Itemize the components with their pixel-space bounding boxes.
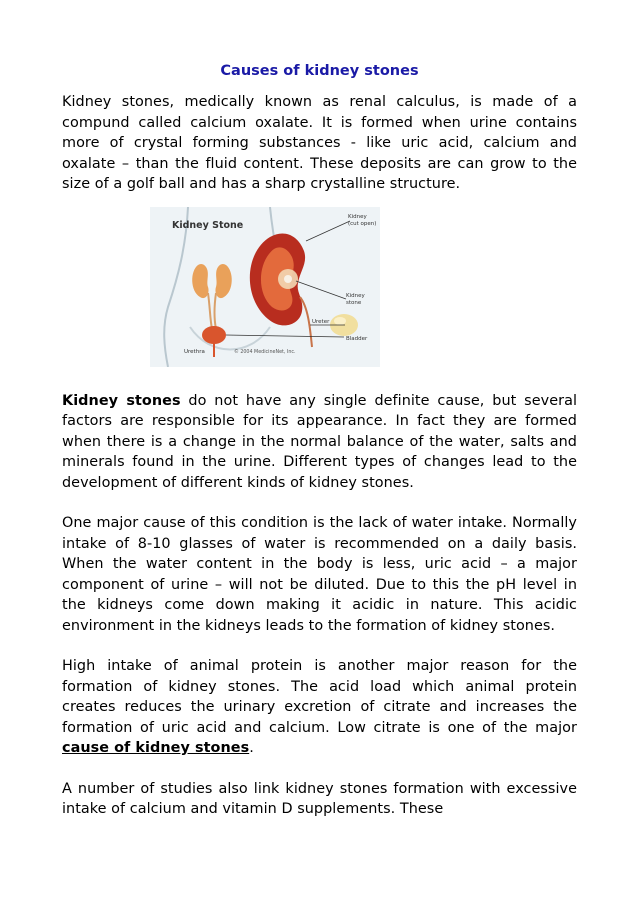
document-page — [62, 60, 577, 820]
figure-title: Kidney Stone — [172, 219, 244, 231]
figure-label-kidney-stone-2: stone — [346, 299, 362, 306]
paragraph-causes-text: do not have any single definite cause, but several factors are responsible for its appearance. In fact they are formed when there is a change in the normal balance of the water, salts and minerals found in the urine. Different types of changes lead to the development of different kinds of kidney stones. — [62, 392, 577, 491]
paragraph-animal-protein — [62, 656, 577, 759]
paragraph-causes-lead: Kidney stones — [62, 392, 181, 409]
paragraph-animal-protein-text: High intake of animal protein is another major reason for the formation of kidney stones. The acid load which animal protein creates reduces the urinary excretion of citrate and increases the formation of uric acid and calcium. Low citrate is one of the major — [62, 658, 577, 736]
kidney-stone-illustration — [150, 207, 380, 367]
paragraph-causes — [62, 391, 577, 494]
page-title: Causes of kidney stones — [220, 63, 419, 79]
paragraph-animal-protein-end: . — [249, 740, 254, 756]
figure-label-ureter: Ureter — [312, 318, 330, 325]
figure-label-cut-open: (cut open) — [348, 220, 377, 227]
paragraph-intro: Kidney stones, medically known as renal calculus, is made of a compund called calcium oxalate. It is formed when urine contains more of crystal forming substances - like uric acid, calcium and oxalate – than the fluid content. These deposits are can grow to the size of a golf ball and has a sharp crystalline structure. — [62, 94, 577, 192]
figure-copyright: © 2004 MedicineNet, Inc. — [234, 349, 296, 355]
paragraph-water-intake: One major cause of this condition is the lack of water intake. Normally intake of 8-10 glasses of water is recommended on a daily basis. When the water content in the body is less, uric acid – a major component of urine – will not be diluted. Due to this the pH level in the kidneys come down making it acidic in nature. This acidic environment in the kidneys leads to the formation of kidney stones. — [62, 515, 577, 634]
kidney-stone-diagram — [150, 207, 380, 367]
figure-label-urethra: Urethra — [184, 348, 205, 355]
figure-label-bladder: Bladder — [346, 335, 368, 342]
cause-of-kidney-stones-link[interactable]: cause of kidney stones — [62, 740, 250, 756]
paragraph-supplements: A number of studies also link kidney stones formation with excessive intake of calcium and vitamin D supplements. These — [62, 780, 577, 817]
figure-label-kidney-stone-1: Kidney — [346, 292, 365, 299]
figure-label-kidney: Kidney — [348, 213, 367, 220]
